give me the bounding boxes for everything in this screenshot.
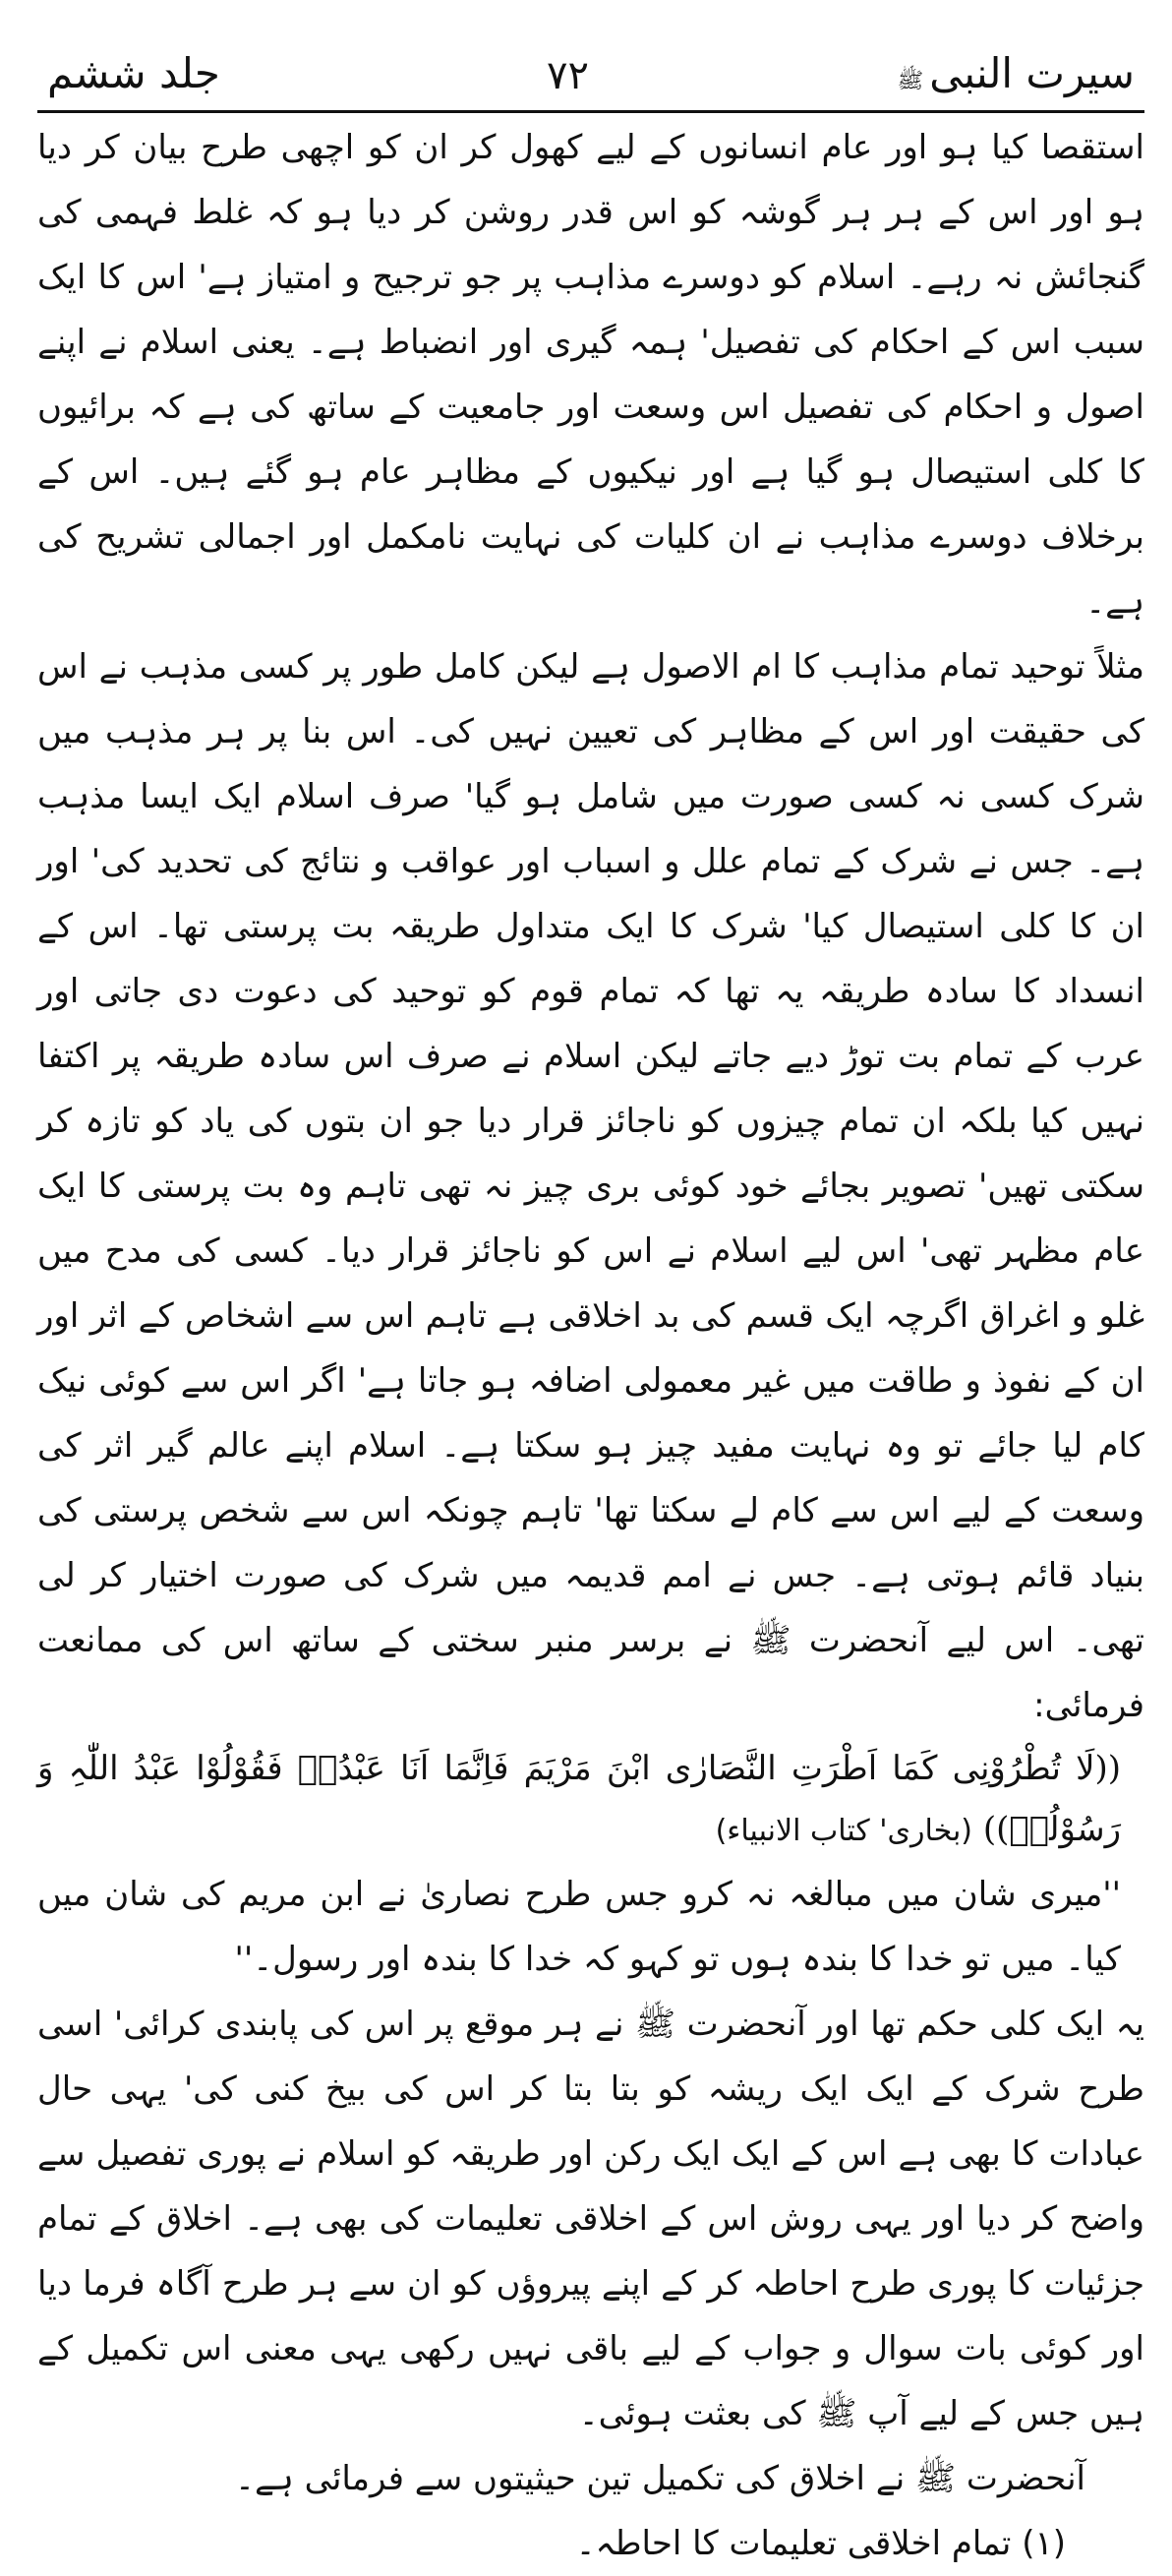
hadith-quote xyxy=(37,1738,1144,1862)
paragraph-1: استقصا کیا ہو اور عام انسانوں کے لیے کھول کر ان کو اچھی طرح بیان کر دیا ہو اور اس کے ہر ہر گوشہ کو اس قدر روشن کر دیا ہو کہ غلط فہمی کی گنجائش نہ رہے۔ اسلام کو دوسرے مذاہب پر جو ترجیح و امتیاز ہے' اس کا ایک سبب اس کے احکام کی تفصیل' ہمہ گیری اور انضباط ہے۔ یعنی اسلام نے اپنے اصول و احکام کی تفصیل اس وسعت اور جامعیت کے ساتھ کی ہے کہ برائیوں کا کلی استیصال ہو گیا ہے اور نیکیوں کے مظاہر عام ہو گئے ہیں۔ اس کے برخلاف دوسرے مذاہب نے ان کلیات کی نہایت نامکمل اور اجمالی تشریح کی ہے۔ xyxy=(37,128,1144,622)
hadith-translation: ''میری شان میں مبالغہ نہ کرو جس طرح نصاریٰ نے ابن مریم کی شان میں کیا۔ میں تو خدا کا بندہ ہوں تو کہو کہ خدا کا بندہ اور رسول۔'' xyxy=(37,1875,1121,1979)
paragraph-2: مثلاً توحید تمام مذاہب کا ام الاصول ہے لیکن کامل طور پر کسی مذہب نے اس کی حقیقت اور اس کے مظاہر کی تعیین نہیں کی۔ اس بنا پر ہر مذہب میں شرک کسی نہ کسی صورت میں شامل ہو گیا' صرف اسلام ایک ایسا مذہب ہے۔ جس نے شرک کے تمام علل و اسباب اور عواقب و نتائج کی تحدید کی' اور ان کا کلی استیصال کیا' شرک کا ایک متداول طریقہ بت پرستی تھا۔ اس کے انسداد کا سادہ طریقہ یہ تھا کہ تمام قوم کو توحید کی دعوت دی جاتی اور عرب کے تمام بت توڑ دیے جاتے لیکن اسلام نے صرف اس سادہ طریقہ پر اکتفا نہیں کیا بلکہ ان تمام چیزوں کو ناجائز قرار دیا جو ان بتوں کی یاد کو تازہ کر سکتی تھیں' تصویر بجائے خود کوئی بری چیز نہ تھی تاہم وہ بت پرستی کا ایک عام مظہر تھی' اس لیے اسلام نے اس کو ناجائز قرار دیا۔ کسی کی مدح میں غلو و اغراق اگرچہ ایک قسم کی بد اخلاقی ہے تاہم اس سے اشخاص کے اثر اور ان کے نفوذ و طاقت میں غیر معمولی اضافہ ہو جاتا ہے' اگر اس سے کوئی نیک کام لیا جائے تو وہ نہایت مفید چیز ہو سکتا ہے۔ اسلام اپنے عالم گیر اثر کی وسعت کے لیے اس سے کام لے سکتا تھا' تاہم چونکہ اس سے شخص پرستی کی بنیاد قائم ہوتی ہے۔ جس نے امم قدیمہ میں شرک کی صورت اختیار کر لی تھی۔ اس لیے آنحضرت ﷺ نے برسر منبر سختی کے ساتھ اس کی ممانعت فرمائی: xyxy=(37,647,1144,1725)
book-title: سیرت النبی xyxy=(929,49,1135,97)
volume-label: جلد ششم xyxy=(47,49,220,97)
page-number: ۷۲ xyxy=(546,53,589,98)
honorific-symbol: ﷺ xyxy=(897,69,924,93)
paragraph-4: آنحضرت ﷺ نے اخلاق کی تکمیل تین حیثیتوں سے فرمائی ہے۔ xyxy=(235,2459,1085,2498)
page-header xyxy=(37,0,1144,113)
hadith-arabic: ((لَا تُطْرُوْنِی کَمَا اَطْرَتِ النَّصَارٰی ابْنَ مَرْیَمَ فَاِنَّمَا اَنَا عَبْدُہٗ فَقُوْلُوْا عَبْدُ اللّٰہِ وَ رَسُوْلُہٗ)) xyxy=(37,1749,1121,1849)
running-title xyxy=(898,49,1135,98)
page-body xyxy=(37,113,1144,2576)
paragraph-3: یہ ایک کلی حکم تھا اور آنحضرت ﷺ نے ہر موقع پر اس کی پابندی کرائی' اسی طرح شرک کے ایک ایک ریشہ کو بتا بتا کر اس کی بیخ کنی کی' یہی حال عبادات کا بھی ہے اس کے ایک ایک رکن اور طریقہ کو اسلام نے پوری تفصیل سے واضح کر دیا اور یہی روش اس کے اخلاقی تعلیمات کی بھی ہے۔ اخلاق کے تمام جزئیات کا پوری طرح احاطہ کر کے اپنے پیروؤں کو ان سے ہر طرح آگاہ فرما دیا اور کوئی بات سوال و جواب کے لیے باقی نہیں رکھی یہی معنی اس تکمیل کے ہیں جس کے لیے آپ ﷺ کی بعثت ہوئی۔ xyxy=(37,2005,1144,2433)
hadith-reference: (بخاری' کتاب الانبیاء) xyxy=(715,1814,973,1848)
list-item-1: (۱) تمام اخلاقی تعلیمات کا احاطہ۔ xyxy=(575,2524,1066,2563)
